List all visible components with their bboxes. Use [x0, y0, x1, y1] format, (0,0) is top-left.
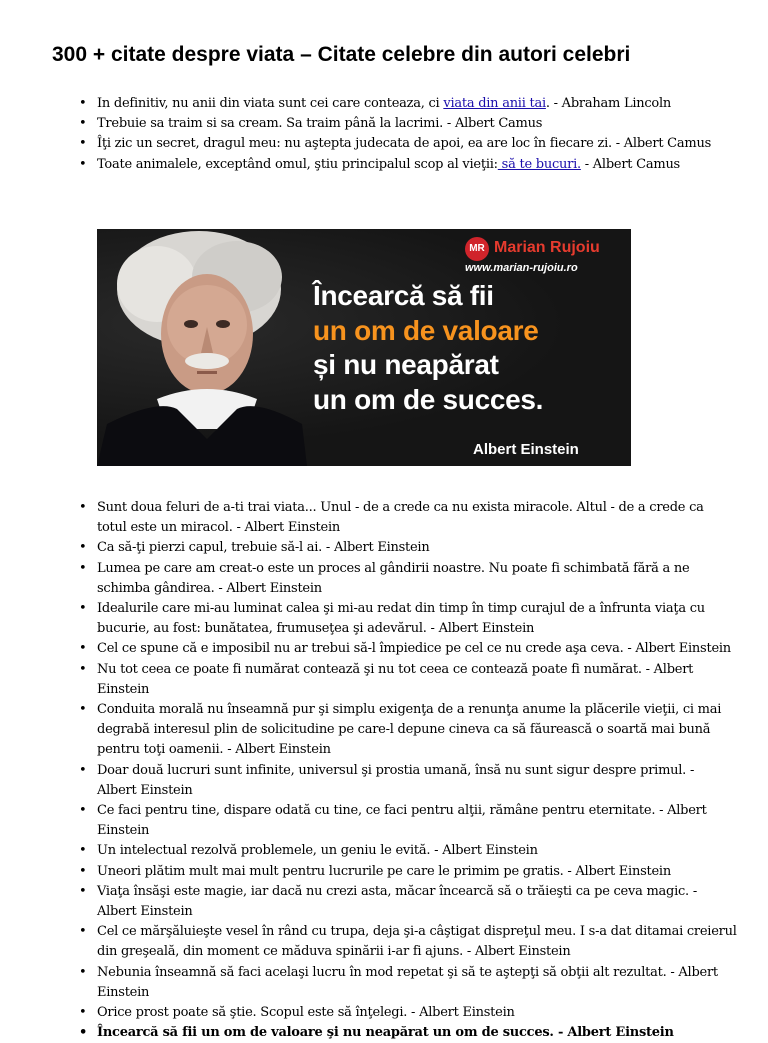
list-item: • Cel ce spune că e imposibil nu ar trebui să-l împiedice pe cel ce nu crede aşa ceva. - Albert Einstein	[97, 639, 737, 659]
quote-list-top	[97, 94, 737, 175]
list-item: • Un intelectual rezolvă problemele, un geniu le evită. - Albert Einstein	[97, 841, 737, 861]
quote-author: - Albert Camus	[580, 156, 680, 172]
brand-name: Marian Rujoiu	[494, 239, 600, 256]
list-item: • Ce faci pentru tine, dispare odată cu tine, ce faci pentru alţii, rămâne pentru eternitate. - Albert Einstein	[97, 801, 737, 841]
quote-link[interactable]: viata din anii tai	[443, 96, 546, 111]
brand-url: www.marian-rujoiu.ro	[465, 262, 578, 274]
banner-quote	[313, 279, 543, 417]
quote-author: . - Abraham Lincoln	[545, 96, 671, 111]
list-item: • Ca să-ţi pierzi capul, trebuie să-l ai. - Albert Einstein	[97, 538, 737, 558]
list-item: • Sunt doua feluri de a-ti trai viata... Unul - de a crede ca nu exista miracole. Altul - de a crede ca totul este un miracol. - Albert Einstein	[97, 498, 737, 538]
list-item-bold: • Încearcă să fii un om de valoare şi nu neapărat un om de succes. - Albert Einstein	[97, 1023, 737, 1043]
list-item: • Orice prost poate să ştie. Scopul este să înţelegi. - Albert Einstein	[97, 1003, 737, 1023]
brand-logo	[465, 235, 625, 275]
quote-banner-image	[97, 229, 631, 466]
list-item: • Cel ce mărşăluieşte vesel în rând cu trupa, deja şi-a câştigat dispreţul meu. I s-a dat ditamai creierul din greşeală, din moment ce măduva spinării i-ar fi ajuns. - Albert Einstein	[97, 922, 737, 962]
quote-text: In definitiv, nu anii din viata sunt cei care conteaza, ci	[97, 96, 444, 111]
banner-quote-accent-line: un om de valoare	[313, 314, 539, 346]
einstein-portrait	[97, 229, 307, 466]
brand-badge: MR	[465, 237, 489, 261]
banner-author: Albert Einstein	[473, 441, 579, 458]
list-item: • Nebunia înseamnă să faci acelaşi lucru în mod repetat şi să te aştepţi să obţii alt rezultat. - Albert Einstein	[97, 963, 737, 1003]
quote-text: Îţi zic un secret, dragul meu: nu aştepta judecata de apoi, ea are loc în fiecare zi. - Albert Camus	[97, 136, 711, 152]
list-item: • Conduita morală nu înseamnă pur şi simplu exigenţa de a renunţa anume la plăcerile vieţii, ci mai degrabă interesul plin de solicitudine pe care-l depune cineva ca să făurească o soartă mai bună pentru toţi oamenii. - Albert Einstein	[97, 700, 737, 761]
list-item	[97, 114, 737, 134]
quote-text: Toate animalele, exceptând omul, ştiu principalul scop al vieţii:	[97, 156, 498, 172]
banner-quote-line: un om de succes.	[313, 383, 544, 415]
list-item	[97, 134, 737, 154]
list-item: • Lumea pe care am creat-o este un proces al gândirii noastre. Nu poate fi schimbată fără a ne schimba gândirea. - Albert Einstein	[97, 559, 737, 599]
list-item	[97, 94, 737, 114]
quote-list-bottom	[97, 498, 737, 1043]
page-title: 300 + citate despre viata – Citate celebre din autori celebri	[52, 43, 631, 66]
list-item	[97, 155, 737, 175]
quote-link[interactable]: să te bucuri.	[497, 156, 581, 172]
list-item: • Doar două lucruri sunt infinite, universul şi prostia umană, însă nu sunt sigur despre primul. - Albert Einstein	[97, 761, 737, 801]
banner-quote-line: și nu neapărat	[313, 349, 499, 380]
quote-text: Trebuie sa traim si sa cream. Sa traim până la lacrimi. - Albert Camus	[97, 116, 543, 132]
banner-quote-line: Încearcă să fii	[313, 280, 494, 311]
list-item: • Nu tot ceea ce poate fi numărat contează şi nu tot ceea ce contează poate fi numărat. - Albert Einstein	[97, 660, 737, 700]
list-item: • Uneori plătim mult mai mult pentru lucrurile pe care le primim pe gratis. - Albert Einstein	[97, 862, 737, 882]
list-item: • Viaţa însăşi este magie, iar dacă nu crezi asta, măcar încearcă să o trăieşti ca pe ceva magic. - Albert Einstein	[97, 882, 737, 922]
list-item: • Idealurile care mi-au luminat calea şi mi-au redat din timp în timp curajul de a înfrunta viaţa cu bucurie, au fost: bunătatea, frumuseţea şi adevărul. - Albert Einstein	[97, 599, 737, 639]
